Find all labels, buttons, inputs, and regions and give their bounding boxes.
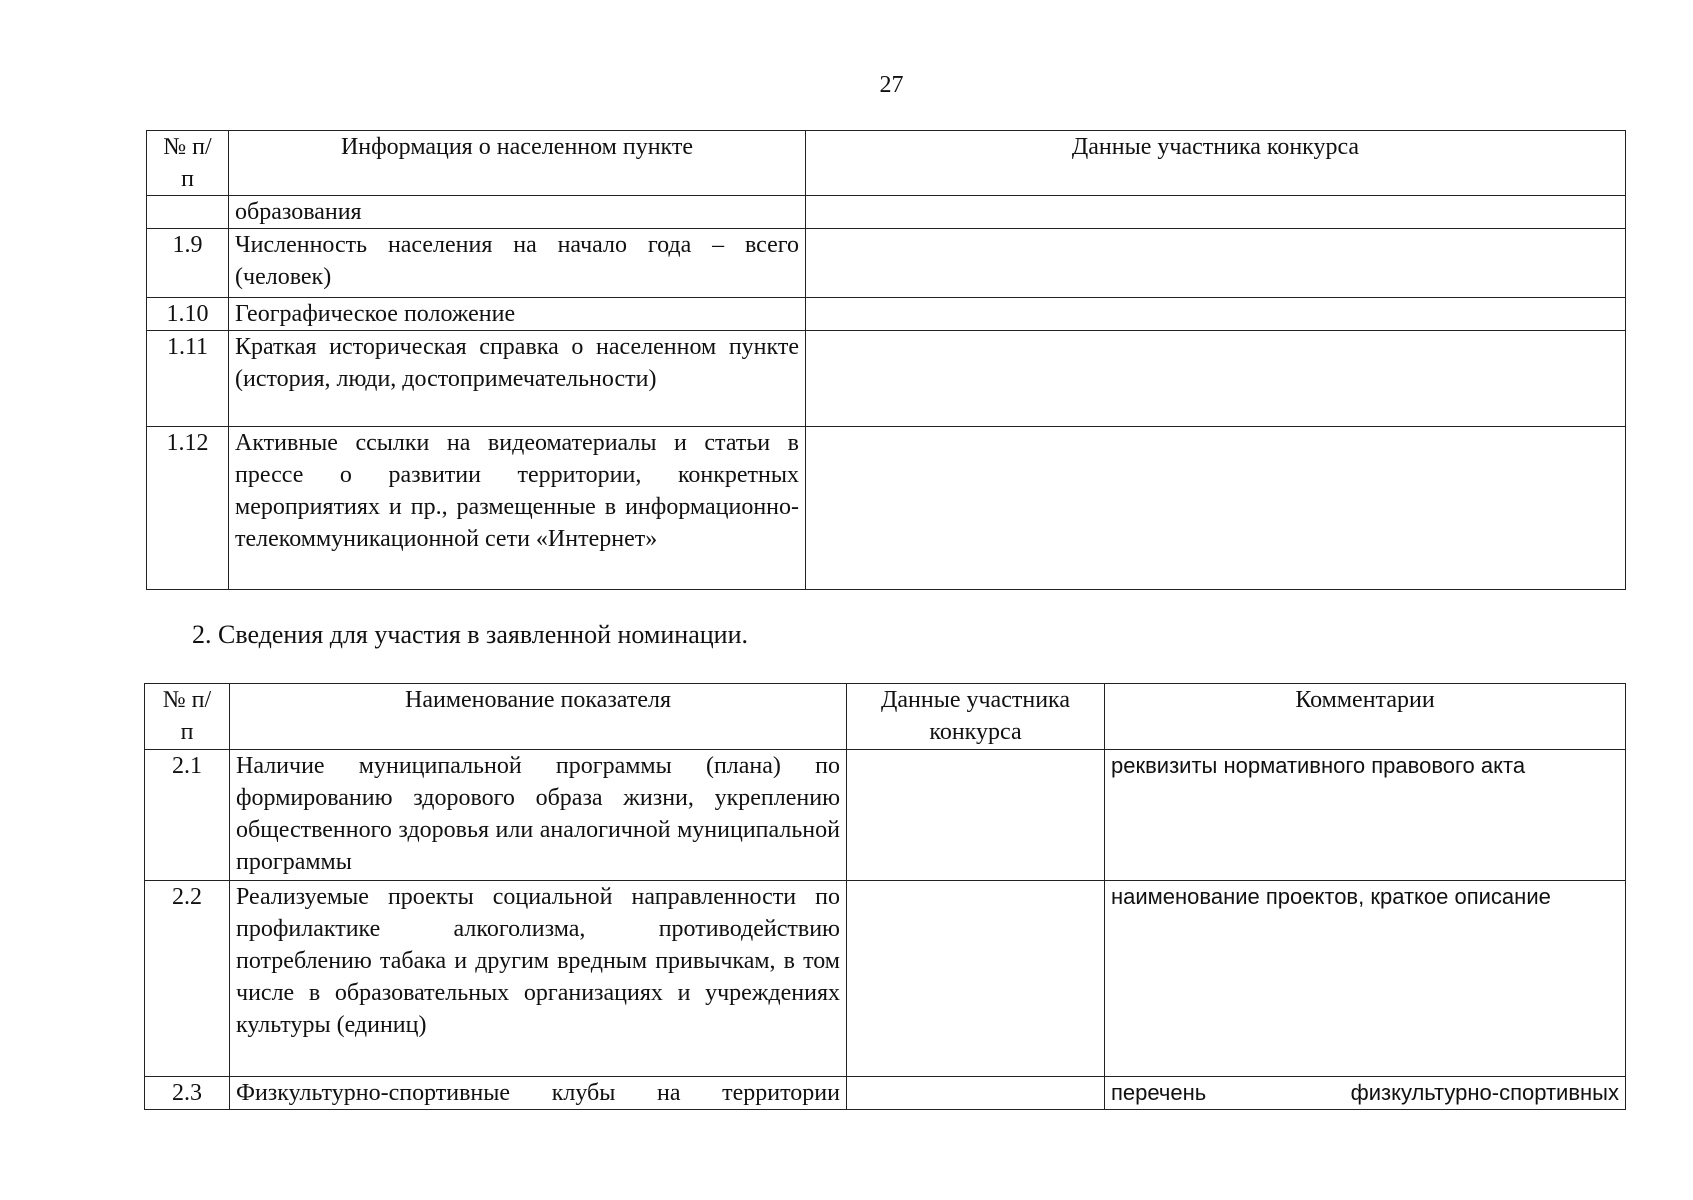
section-heading: 2. Сведения для участия в заявленной номинации.: [192, 620, 748, 649]
settlement-info-table: [146, 130, 1626, 590]
row-number: 1.10: [147, 298, 229, 331]
row-number: 2.3: [145, 1077, 230, 1110]
row-number: 1.9: [147, 229, 229, 298]
nomination-indicators-table: [144, 683, 1626, 1110]
column-header-settlement-info: Информация о населенном пункте: [229, 131, 806, 196]
row-number: 2.2: [145, 881, 230, 1077]
row-number: 1.11: [147, 331, 229, 427]
row-label: Географическое положение: [229, 298, 806, 331]
row-comment: наименование проектов, краткое описание: [1105, 881, 1626, 1077]
table-row: [147, 331, 1626, 427]
table-row: [147, 298, 1626, 331]
table-row: [147, 196, 1626, 229]
row-label: Краткая историческая справка о населенном пункте (история, люди, достопримечательности): [229, 331, 806, 427]
row-comment: перечень физкультурно-спортивных: [1105, 1077, 1626, 1110]
table-header-row: [145, 684, 1626, 750]
row-label: Активные ссылки на видеоматериалы и статьи в прессе о развитии территории, конкретных мероприятиях и пр., размещенные в информационно-телекоммуникационной сети «Интернет»: [229, 427, 806, 590]
row-number: 1.12: [147, 427, 229, 590]
row-value: [847, 881, 1105, 1077]
table-row: [145, 750, 1626, 881]
column-header-indicator: Наименование показателя: [230, 684, 847, 750]
page-number: 27: [879, 72, 904, 98]
row-value: [847, 1077, 1105, 1110]
row-comment: реквизиты нормативного правового акта: [1105, 750, 1626, 881]
row-label: Численность населения на начало года – всего (человек): [229, 229, 806, 298]
row-number: 2.1: [145, 750, 230, 881]
row-value: [806, 298, 1626, 331]
table-header-row: [147, 131, 1626, 196]
row-indicator: Физкультурно-спортивные клубы на территории: [230, 1077, 847, 1110]
table-row: [145, 881, 1626, 1077]
column-header-participant-data: Данные участника конкурса: [806, 131, 1626, 196]
row-value: [806, 331, 1626, 427]
row-label: образования: [229, 196, 806, 229]
row-indicator: Наличие муниципальной программы (плана) по формированию здорового образа жизни, укреплению общественного здоровья или аналогичной муниципальной программы: [230, 750, 847, 881]
row-number: [147, 196, 229, 229]
column-header-number: № п/п: [147, 131, 229, 196]
table-row: [147, 427, 1626, 590]
row-value: [847, 750, 1105, 881]
column-header-participant-data: Данные участника конкурса: [847, 684, 1105, 750]
column-header-number: № п/п: [145, 684, 230, 750]
row-value: [806, 427, 1626, 590]
column-header-comments: Комментарии: [1105, 684, 1626, 750]
row-value: [806, 196, 1626, 229]
row-indicator: Реализуемые проекты социальной направленности по профилактике алкоголизма, противодействию потреблению табака и другим вредным привычкам, в том числе в образовательных организациях и учреждениях культуры (единиц): [230, 881, 847, 1077]
row-value: [806, 229, 1626, 298]
table-row: [145, 1077, 1626, 1110]
table-row: [147, 229, 1626, 298]
